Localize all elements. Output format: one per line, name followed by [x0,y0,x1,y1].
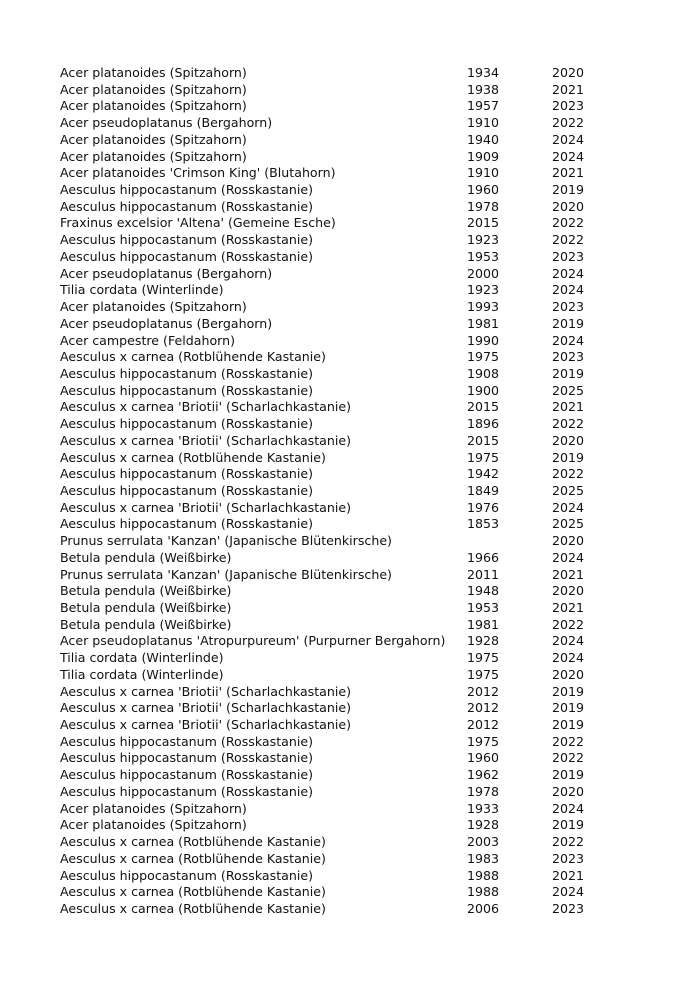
tree-species-cell: Acer pseudoplatanus (Bergahorn) [60,115,273,131]
planting-year-cell: 1981 [467,616,500,632]
tree-species-cell: Aesculus x carnea 'Briotii' (Scharlachkastanie) [60,499,352,515]
table-row [60,817,620,834]
table-row [60,115,620,132]
table-row [60,215,620,232]
inspection-year-cell: 2024 [552,800,585,816]
tree-species-cell: Aesculus hippocastanum (Rosskastanie) [60,482,313,498]
table-row [60,851,620,868]
planting-year-cell: 1948 [467,583,500,599]
table-row [60,734,620,751]
tree-species-cell: Acer platanoides (Spitzahorn) [60,299,247,315]
planting-year-cell: 1853 [467,516,500,532]
tree-table [60,65,620,918]
planting-year-cell: 1960 [467,182,500,198]
table-row [60,516,620,533]
inspection-year-cell: 2021 [552,600,585,615]
table-row [60,633,620,650]
tree-species-cell: Aesculus hippocastanum (Rosskastanie) [60,783,313,799]
table-row [60,700,620,717]
inspection-year-cell: 2024 [552,282,585,298]
tree-species-cell: Aesculus hippocastanum (Rosskastanie) [60,232,313,248]
table-row [60,767,620,784]
planting-year-cell: 2012 [467,700,500,716]
tree-species-cell: Betula pendula (Weißbirke) [60,583,232,599]
planting-year-cell: 1910 [467,115,500,131]
tree-species-cell: Aesculus hippocastanum (Rosskastanie) [60,767,313,783]
table-row [60,433,620,450]
planting-year-cell: 2012 [467,717,500,733]
inspection-year-cell: 2023 [552,299,585,315]
inspection-year-cell: 2019 [552,683,585,699]
inspection-year-cell: 2022 [552,115,585,131]
planting-year-cell: 1910 [467,165,500,181]
inspection-year-cell: 2021 [552,81,585,97]
tree-species-cell: Aesculus hippocastanum (Rosskastanie) [60,382,313,398]
table-row [60,132,620,149]
inspection-year-cell: 2020 [552,198,585,214]
table-row [60,399,620,416]
table-row [60,901,620,918]
tree-species-cell: Aesculus hippocastanum (Rosskastanie) [60,750,313,766]
tree-species-cell: Betula pendula (Weißbirke) [60,600,232,615]
inspection-year-cell: 2022 [552,834,585,850]
inspection-year-cell: 2024 [552,884,585,900]
inspection-year-cell: 2022 [552,733,585,749]
inspection-year-cell: 2024 [552,650,585,666]
planting-year-cell: 2003 [467,834,500,850]
inspection-year-cell: 2024 [552,265,585,281]
tree-species-cell: Aesculus x carnea 'Briotii' (Scharlachkastanie) [60,700,352,716]
planting-year-cell: 1988 [467,867,500,883]
table-row [60,717,620,734]
table-row [60,583,620,600]
table-row [60,684,620,701]
inspection-year-cell: 2025 [552,382,585,398]
inspection-year-cell: 2024 [552,499,585,515]
tree-species-cell: Acer platanoides (Spitzahorn) [60,81,247,97]
planting-year-cell: 1975 [467,650,500,666]
tree-species-cell: Acer platanoides (Spitzahorn) [60,65,247,80]
tree-species-cell: Aesculus x carnea 'Briotii' (Scharlachkastanie) [60,399,352,415]
planting-year-cell: 1923 [467,282,500,298]
planting-year-cell: 1896 [467,416,500,432]
tree-species-cell: Aesculus x carnea (Rotblühende Kastanie) [60,900,326,916]
tree-species-cell: Aesculus hippocastanum (Rosskastanie) [60,248,313,264]
table-row [60,533,620,550]
planting-year-cell: 1988 [467,884,500,900]
inspection-year-cell: 2020 [552,65,585,80]
tree-species-cell: Aesculus x carnea 'Briotii' (Scharlachkastanie) [60,432,352,448]
table-row [60,868,620,885]
tree-species-cell: Prunus serrulata 'Kanzan' (Japanische Blütenkirsche) [60,566,392,582]
planting-year-cell: 1978 [467,198,500,214]
table-row [60,383,620,400]
table-row [60,249,620,266]
tree-species-cell: Aesculus x carnea (Rotblühende Kastanie) [60,834,326,850]
tree-species-cell: Aesculus x carnea 'Briotii' (Scharlachkastanie) [60,717,352,733]
table-row [60,784,620,801]
planting-year-cell: 1933 [467,800,500,816]
planting-year-cell: 1953 [467,248,500,264]
tree-species-cell: Aesculus x carnea (Rotblühende Kastanie) [60,884,326,900]
table-row [60,65,620,82]
tree-species-cell: Acer platanoides (Spitzahorn) [60,98,247,114]
tree-species-cell: Aesculus x carnea (Rotblühende Kastanie) [60,850,326,866]
inspection-year-cell: 2023 [552,98,585,114]
inspection-year-cell: 2024 [552,332,585,348]
planting-year-cell: 2012 [467,683,500,699]
inspection-year-cell: 2019 [552,315,585,331]
planting-year-cell: 2015 [467,399,500,415]
planting-year-cell: 1975 [467,666,500,682]
table-row [60,149,620,166]
table-row [60,232,620,249]
table-row [60,450,620,467]
table-row [60,600,620,617]
inspection-year-cell: 2021 [552,165,585,181]
tree-species-cell: Aesculus x carnea (Rotblühende Kastanie) [60,349,326,365]
inspection-year-cell: 2024 [552,148,585,164]
inspection-year-cell: 2023 [552,349,585,365]
inspection-year-cell: 2019 [552,817,585,833]
tree-species-cell: Acer platanoides (Spitzahorn) [60,148,247,164]
planting-year-cell: 1975 [467,449,500,465]
inspection-year-cell: 2019 [552,717,585,733]
inspection-year-cell: 2020 [552,666,585,682]
inspection-year-cell: 2019 [552,449,585,465]
inspection-year-cell: 2023 [552,248,585,264]
planting-year-cell: 1942 [467,466,500,482]
table-row [60,617,620,634]
table-row [60,567,620,584]
inspection-year-cell: 2019 [552,365,585,381]
tree-species-cell: Acer platanoides (Spitzahorn) [60,800,247,816]
inspection-year-cell: 2022 [552,466,585,482]
tree-species-cell: Acer platanoides 'Crimson King' (Blutahorn) [60,165,336,181]
planting-year-cell: 1940 [467,131,500,147]
inspection-year-cell: 2023 [552,900,585,916]
planting-year-cell: 2015 [467,215,500,231]
tree-species-cell: Acer platanoides (Spitzahorn) [60,131,247,147]
inspection-year-cell: 2020 [552,533,585,549]
planting-year-cell: 1983 [467,850,500,866]
inspection-year-cell: 2025 [552,482,585,498]
table-row [60,466,620,483]
tree-species-cell: Tilia cordata (Winterlinde) [60,650,224,666]
tree-species-cell: Aesculus hippocastanum (Rosskastanie) [60,416,313,432]
planting-year-cell: 1934 [467,65,500,80]
tree-species-cell: Tilia cordata (Winterlinde) [60,666,224,682]
tree-species-cell: Acer campestre (Feldahorn) [60,332,236,348]
inspection-year-cell: 2019 [552,182,585,198]
tree-species-cell: Aesculus hippocastanum (Rosskastanie) [60,733,313,749]
planting-year-cell: 1990 [467,332,500,348]
planting-year-cell: 2006 [467,900,500,916]
tree-species-cell: Prunus serrulata 'Kanzan' (Japanische Blütenkirsche) [60,533,392,549]
tree-species-cell: Aesculus hippocastanum (Rosskastanie) [60,867,313,883]
table-row [60,416,620,433]
planting-year-cell: 1993 [467,299,500,315]
tree-species-cell: Betula pendula (Weißbirke) [60,616,232,632]
planting-year-cell: 1938 [467,81,500,97]
planting-year-cell: 1909 [467,148,500,164]
planting-year-cell: 1960 [467,750,500,766]
table-row [60,483,620,500]
inspection-year-cell: 2020 [552,432,585,448]
table-row [60,199,620,216]
planting-year-cell: 2000 [467,265,500,281]
tree-species-cell: Aesculus hippocastanum (Rosskastanie) [60,182,313,198]
table-row [60,801,620,818]
planting-year-cell: 1981 [467,315,500,331]
planting-year-cell: 1923 [467,232,500,248]
inspection-year-cell: 2025 [552,516,585,532]
table-row [60,282,620,299]
tree-species-cell: Acer pseudoplatanus 'Atropurpureum' (Purpurner Bergahorn) [60,633,446,649]
tree-species-cell: Aesculus hippocastanum (Rosskastanie) [60,365,313,381]
tree-species-cell: Acer pseudoplatanus (Bergahorn) [60,265,273,281]
inspection-year-cell: 2024 [552,131,585,147]
inspection-year-cell: 2022 [552,750,585,766]
inspection-year-cell: 2020 [552,583,585,599]
table-row [60,550,620,567]
planting-year-cell: 1908 [467,365,500,381]
tree-species-cell: Aesculus x carnea 'Briotii' (Scharlachkastanie) [60,683,352,699]
planting-year-cell: 2015 [467,432,500,448]
table-row [60,667,620,684]
inspection-year-cell: 2024 [552,549,585,565]
planting-year-cell: 1975 [467,349,500,365]
table-row [60,98,620,115]
table-row [60,650,620,667]
table-row [60,333,620,350]
table-row [60,349,620,366]
inspection-year-cell: 2021 [552,399,585,415]
table-row [60,182,620,199]
planting-year-cell: 1976 [467,499,500,515]
inspection-year-cell: 2023 [552,850,585,866]
inspection-year-cell: 2022 [552,215,585,231]
tree-species-cell: Aesculus hippocastanum (Rosskastanie) [60,198,313,214]
tree-species-cell: Acer pseudoplatanus (Bergahorn) [60,315,273,331]
inspection-year-cell: 2024 [552,633,585,649]
tree-species-cell: Aesculus x carnea (Rotblühende Kastanie) [60,449,326,465]
table-row [60,884,620,901]
planting-year-cell: 1900 [467,382,500,398]
tree-species-cell: Fraxinus excelsior 'Altena' (Gemeine Esche) [60,215,336,231]
tree-species-cell: Aesculus hippocastanum (Rosskastanie) [60,516,313,532]
planting-year-cell: 2011 [467,566,500,582]
table-row [60,165,620,182]
planting-year-cell: 1957 [467,98,500,114]
inspection-year-cell: 2019 [552,700,585,716]
table-row [60,299,620,316]
table-row [60,316,620,333]
tree-species-cell: Tilia cordata (Winterlinde) [60,282,224,298]
table-row [60,266,620,283]
planting-year-cell: 1928 [467,633,500,649]
inspection-year-cell: 2022 [552,416,585,432]
table-row [60,82,620,99]
inspection-year-cell: 2022 [552,232,585,248]
planting-year-cell: 1966 [467,549,500,565]
planting-year-cell: 1849 [467,482,500,498]
table-row [60,750,620,767]
tree-species-cell: Betula pendula (Weißbirke) [60,549,232,565]
tree-species-cell: Acer platanoides (Spitzahorn) [60,817,247,833]
inspection-year-cell: 2022 [552,616,585,632]
planting-year-cell: 1953 [467,600,500,615]
table-row [60,366,620,383]
planting-year-cell: 1978 [467,783,500,799]
planting-year-cell: 1975 [467,733,500,749]
inspection-year-cell: 2021 [552,566,585,582]
planting-year-cell: 1928 [467,817,500,833]
inspection-year-cell: 2019 [552,767,585,783]
inspection-year-cell: 2020 [552,783,585,799]
planting-year-cell: 1962 [467,767,500,783]
table-row [60,500,620,517]
tree-species-cell: Aesculus hippocastanum (Rosskastanie) [60,466,313,482]
table-row [60,834,620,851]
inspection-year-cell: 2021 [552,867,585,883]
